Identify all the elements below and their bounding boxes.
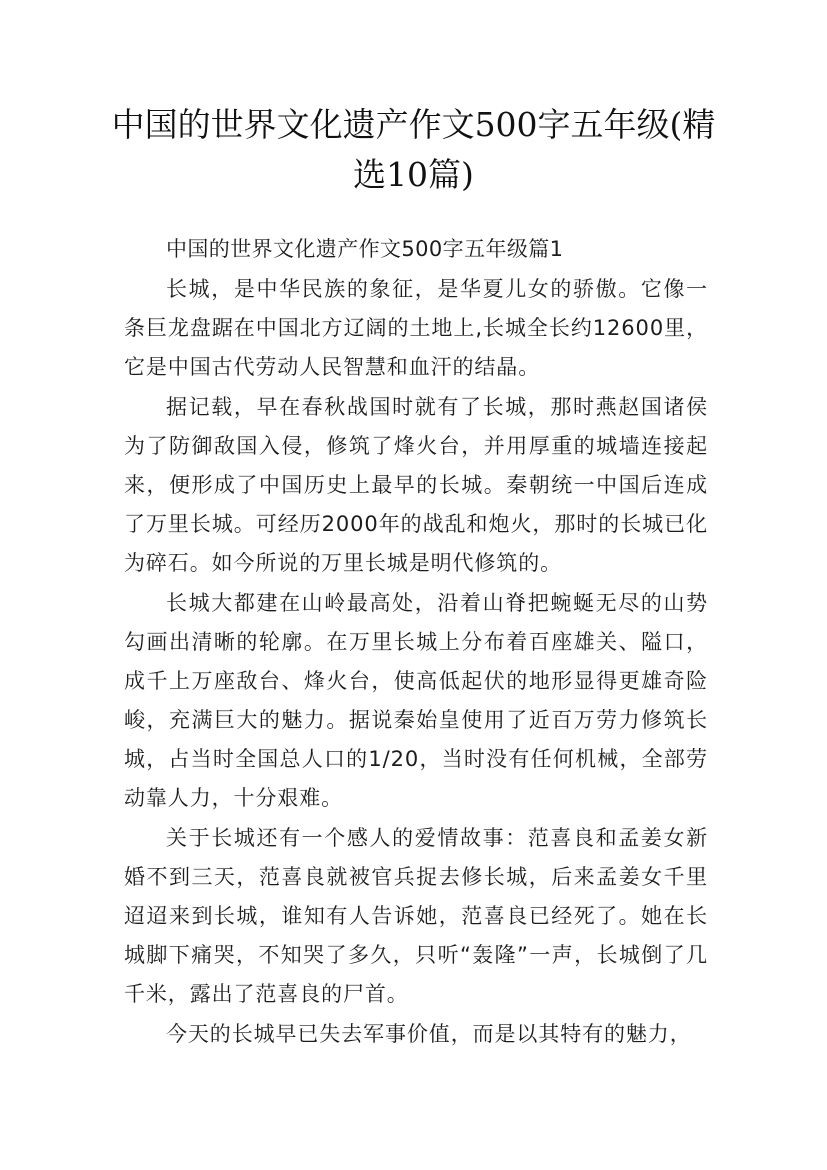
document-title: 中国的世界文化遗产作文500字五年级(精选10篇) [111,105,716,194]
paragraph-4: 关于长城还有一个感人的爱情故事：范喜良和孟姜女新婚不到三天，范喜良就被官兵捉去修长城，后来孟姜女千里迢迢来到长城，谁知有人告诉她，范喜良已经死了。她在长城脚下痛哭，不知哭了多久，只听“轰隆”一声，长城倒了几千米，露出了范喜良的尸首。 [124,826,708,1006]
paragraph-3: 长城大都建在山岭最高处，沿着山脊把蜿蜒无尽的山势勾画出清晰的轮廓。在万里长城上分布着百座雄关、隘口，成千上万座敌台、烽火台，使高低起伏的地形显得更雄奇险峻，充满巨大的魅力。据说秦始皇使用了近百万劳力修筑长城，占当时全国总人口的1/20，当时没有任何机械，全部劳动靠人力，十分艰难。 [124,591,708,810]
section-heading: 中国的世界文化遗产作文500字五年级篇1 [166,237,564,261]
paragraph-1: 长城，是中华民族的象征，是华夏儿女的骄傲。它像一条巨龙盘踞在中国北方辽阔的土地上,长城全长约12600里，它是中国古代劳动人民智慧和血汗的结晶。 [124,277,708,379]
paragraph-5: 今天的长城早已失去军事价值，而是以其特有的魅力， [166,1022,692,1046]
document-body [124,230,708,1055]
paragraph-2: 据记载，早在春秋战国时就有了长城，那时燕赵国诸侯为了防御敌国入侵，修筑了烽火台，并用厚重的城墙连接起来，便形成了中国历史上最早的长城。秦朝统一中国后连成了万里长城。可经历2000年的战乱和炮火，那时的长城已化为碎石。如今所说的万里长城是明代修筑的。 [124,395,708,575]
